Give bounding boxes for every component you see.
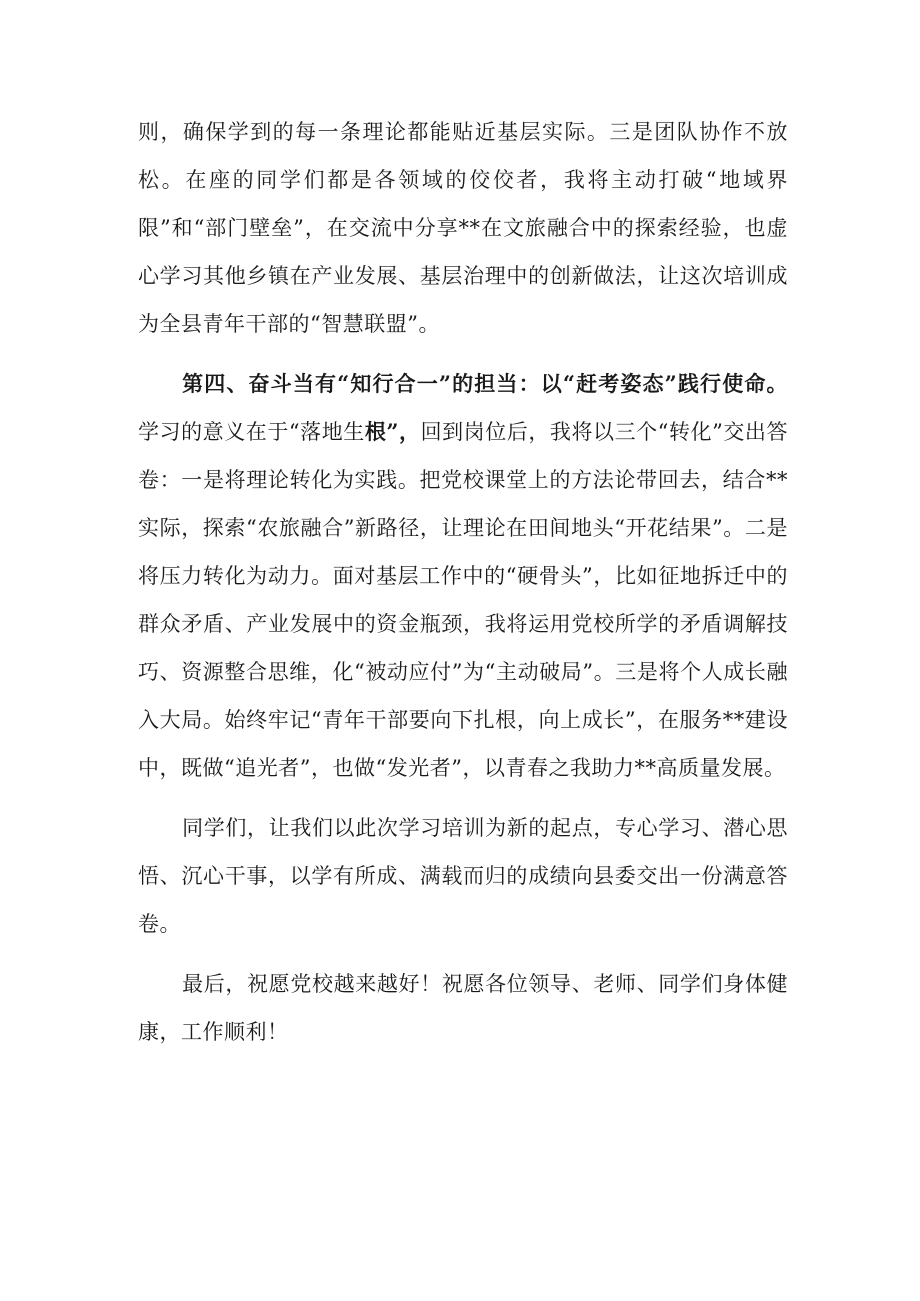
- paragraph-closing-wishes: 最后，祝愿党校越来越好！祝愿各位领导、老师、同学们身体健康，工作顺利！: [138, 972, 788, 1044]
- section-four-heading: 第四、奋斗当有“知行合一”的担当：以“赶考姿态”践行使命。: [182, 371, 788, 396]
- section-four-lead: 学习的意义在于“落地生: [138, 420, 365, 444]
- paragraph-continuation: 则，确保学到的每一条理论都能贴近基层实际。三是团队协作不放松。在座的同学们都是各领域的佼佼者，我将主动打破“地域界限”和“部门壁垒”，在交流中分享**在文旅融合中的探索经验，也虚心学习其他乡镇在产业发展、基层治理中的创新做法，让这次培训成为全县青年干部的“智慧联盟”。: [138, 120, 788, 336]
- section-four-bold-word: 根”，: [364, 419, 421, 444]
- section-four-body: 回到岗位后，我将以三个“转化”交出答卷：一是将理论转化为实践。把党校课堂上的方法论带回去，结合**实际，探索“农旅融合”新路径，让理论在田间地头“开花结果”。二是将压力转化为动力。面对基层工作中的“硬骨头”，比如征地拆迁中的群众矛盾、产业发展中的资金瓶颈，我将运用党校所学的矛盾调解技巧、资源整合思维，化“被动应付”为“主动破局”。三是将个人成长融入大局。始终牢记“青年干部要向下扎根，向上成长”，在服务**建设中，既做“追光者”，也做“发光者”，以青春之我助力**高质量发展。: [138, 420, 788, 780]
- paragraph-section-four: [138, 360, 788, 792]
- document-body: [138, 108, 788, 1068]
- paragraph-classmates: 同学们，让我们以此次学习培训为新的起点，专心学习、潜心思悟、沉心干事，以学有所成、满载而归的成绩向县委交出一份满意答卷。: [138, 816, 788, 936]
